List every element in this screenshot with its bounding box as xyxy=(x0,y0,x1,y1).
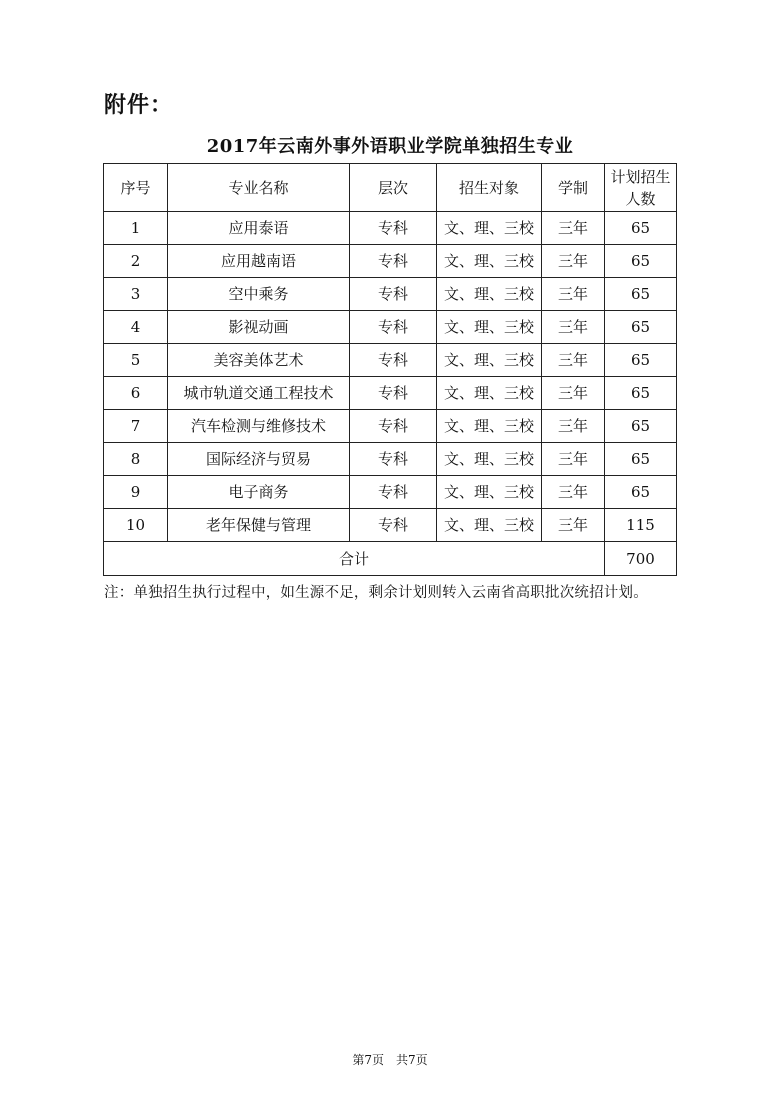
cell-target: 文、理、三校 xyxy=(437,476,542,509)
majors-table xyxy=(103,163,677,576)
cell-target: 文、理、三校 xyxy=(437,410,542,443)
cell-duration: 三年 xyxy=(542,443,605,476)
header-target: 招生对象 xyxy=(437,164,542,212)
cell-target: 文、理、三校 xyxy=(437,245,542,278)
cell-target: 文、理、三校 xyxy=(437,212,542,245)
table-row xyxy=(104,476,677,509)
cell-level: 专科 xyxy=(350,443,437,476)
cell-duration: 三年 xyxy=(542,377,605,410)
table-row xyxy=(104,443,677,476)
cell-index: 6 xyxy=(104,377,168,410)
cell-index: 3 xyxy=(104,278,168,311)
table-row xyxy=(104,509,677,542)
cell-index: 7 xyxy=(104,410,168,443)
cell-duration: 三年 xyxy=(542,410,605,443)
cell-major-name: 国际经济与贸易 xyxy=(168,443,350,476)
cell-target: 文、理、三校 xyxy=(437,509,542,542)
cell-quota: 65 xyxy=(605,344,677,377)
total-value: 700 xyxy=(605,542,677,576)
cell-level: 专科 xyxy=(350,476,437,509)
cell-index: 1 xyxy=(104,212,168,245)
header-major-name: 专业名称 xyxy=(168,164,350,212)
cell-major-name: 应用越南语 xyxy=(168,245,350,278)
cell-major-name: 电子商务 xyxy=(168,476,350,509)
cell-quota: 65 xyxy=(605,377,677,410)
cell-level: 专科 xyxy=(350,410,437,443)
cell-index: 10 xyxy=(104,509,168,542)
cell-major-name: 老年保健与管理 xyxy=(168,509,350,542)
cell-quota: 65 xyxy=(605,278,677,311)
cell-major-name: 美容美体艺术 xyxy=(168,344,350,377)
cell-level: 专科 xyxy=(350,278,437,311)
cell-quota: 65 xyxy=(605,476,677,509)
table-row xyxy=(104,344,677,377)
cell-target: 文、理、三校 xyxy=(437,344,542,377)
cell-duration: 三年 xyxy=(542,476,605,509)
document-title: 2017年云南外事外语职业学院单独招生专业 xyxy=(206,136,574,157)
cell-target: 文、理、三校 xyxy=(437,377,542,410)
cell-quota: 65 xyxy=(605,410,677,443)
cell-level: 专科 xyxy=(350,344,437,377)
table-row xyxy=(104,245,677,278)
cell-index: 8 xyxy=(104,443,168,476)
page-footer: 第7页 共7页 xyxy=(352,1053,428,1067)
cell-quota: 65 xyxy=(605,311,677,344)
cell-index: 4 xyxy=(104,311,168,344)
cell-target: 文、理、三校 xyxy=(437,311,542,344)
cell-duration: 三年 xyxy=(542,245,605,278)
cell-quota: 65 xyxy=(605,443,677,476)
cell-level: 专科 xyxy=(350,509,437,542)
cell-index: 5 xyxy=(104,344,168,377)
cell-index: 2 xyxy=(104,245,168,278)
table-body xyxy=(104,212,677,542)
cell-level: 专科 xyxy=(350,212,437,245)
cell-index: 9 xyxy=(104,476,168,509)
cell-level: 专科 xyxy=(350,245,437,278)
cell-level: 专科 xyxy=(350,311,437,344)
cell-duration: 三年 xyxy=(542,212,605,245)
table-row xyxy=(104,311,677,344)
table-row xyxy=(104,377,677,410)
table-header-row xyxy=(104,164,677,212)
header-quota: 计划招生人数 xyxy=(605,164,677,212)
cell-duration: 三年 xyxy=(542,278,605,311)
footnote: 注：单独招生执行过程中，如生源不足，剩余计划则转入云南省高职批次统招计划。 xyxy=(104,585,648,601)
cell-major-name: 汽车检测与维修技术 xyxy=(168,410,350,443)
total-label: 合计 xyxy=(104,542,605,576)
cell-duration: 三年 xyxy=(542,509,605,542)
cell-duration: 三年 xyxy=(542,311,605,344)
header-level: 层次 xyxy=(350,164,437,212)
table-row xyxy=(104,278,677,311)
cell-duration: 三年 xyxy=(542,344,605,377)
cell-level: 专科 xyxy=(350,377,437,410)
cell-quota: 115 xyxy=(605,509,677,542)
total-row xyxy=(104,542,677,576)
table-row xyxy=(104,212,677,245)
table-row xyxy=(104,410,677,443)
header-duration: 学制 xyxy=(542,164,605,212)
cell-major-name: 应用泰语 xyxy=(168,212,350,245)
cell-quota: 65 xyxy=(605,212,677,245)
cell-target: 文、理、三校 xyxy=(437,443,542,476)
cell-major-name: 空中乘务 xyxy=(168,278,350,311)
header-index: 序号 xyxy=(104,164,168,212)
cell-quota: 65 xyxy=(605,245,677,278)
cell-major-name: 城市轨道交通工程技术 xyxy=(168,377,350,410)
cell-target: 文、理、三校 xyxy=(437,278,542,311)
cell-major-name: 影视动画 xyxy=(168,311,350,344)
attachment-label: 附件： xyxy=(104,92,174,118)
